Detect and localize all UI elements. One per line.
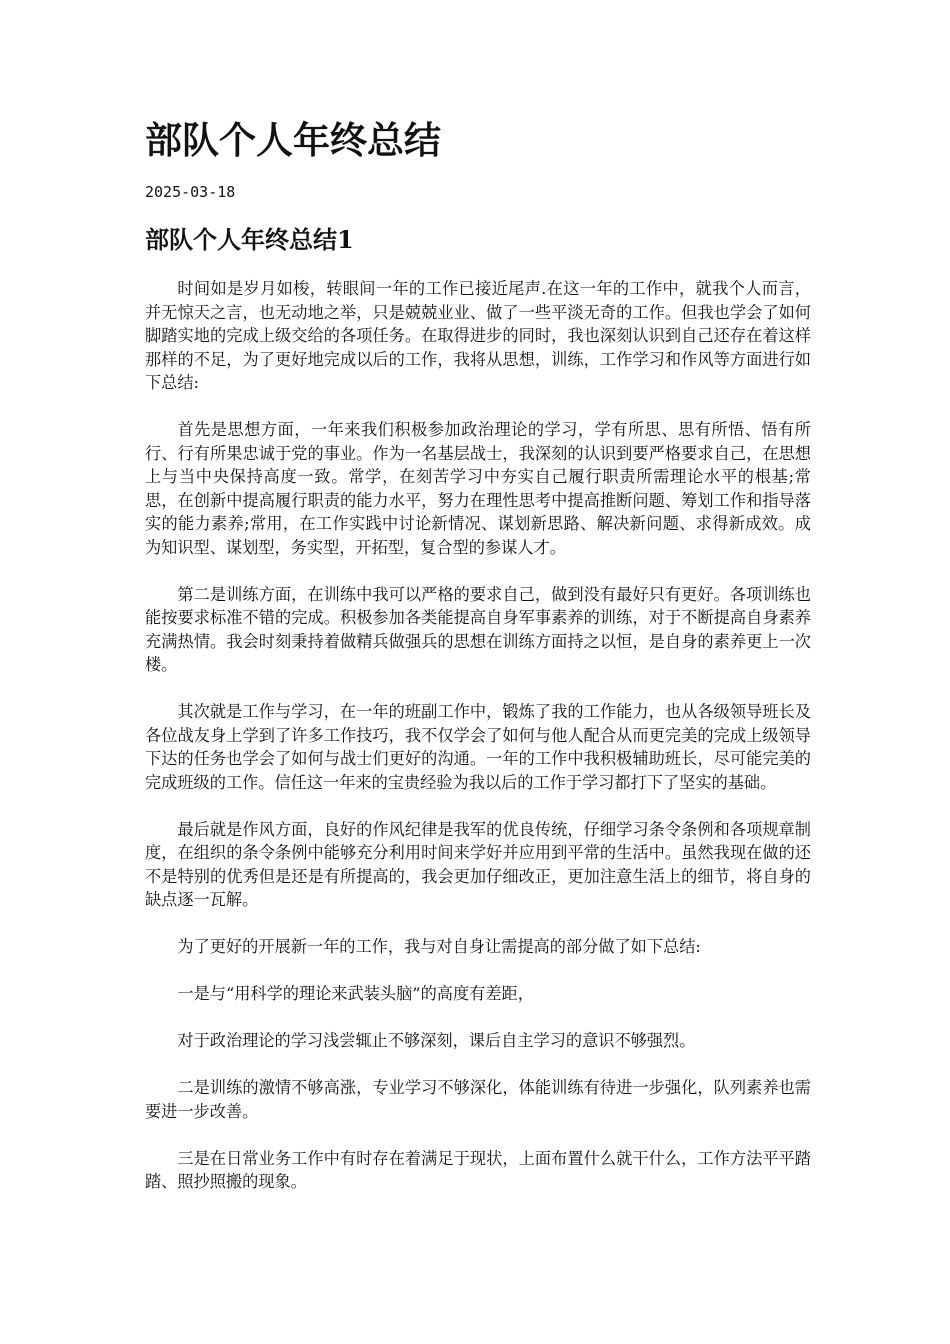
paragraph: 一是与“用科学的理论来武装头脑”的高度有差距， xyxy=(177,984,534,1003)
paragraph: 三是在日常业务工作中有时存在着满足于现状，上面布置什么就干什么，工作方法平平踏踏、照抄照搬的现象。 xyxy=(145,1148,811,1191)
paragraph: 为了更好的开展新一年的工作，我与对自身让需提高的部分做了如下总结: xyxy=(177,937,701,956)
document-date: 2025-03-18 xyxy=(145,183,236,201)
document-page xyxy=(145,112,811,1217)
paragraph: 最后就是作风方面，良好的作风纪律是我军的优良传统，仔细学习条令条例和各项规章制度，在组织的条令条例中能够充分利用时间来学好并应用到平常的生活中。虽然我现在做的还不是特别的优秀但是还是有所提高的，我会更加仔细改正，更加注意生活上的细节，将自身的缺点逐一瓦解。 xyxy=(145,819,811,909)
paragraph: 时间如是岁月如梭，转眼间一年的工作已接近尾声.在这一年的工作中，就我个人而言，并无惊天之言，也无动地之举，只是兢兢业业、做了一些平淡无奇的工作。但我也学会了如何脚踏实地的完成上级交给的各项任务。在取得进步的同时，我也深刻认识到自己还存在着这样那样的不足，为了更好地完成以后的工作，我将从思想，训练，工作学习和作风等方面进行如下总结: xyxy=(145,279,811,392)
paragraph: 首先是思想方面，一年来我们积极参加政治理论的学习，学有所思、思有所悟、悟有所行、行有所果忠诚于党的事业。作为一名基层战士，我深刻的认识到要严格要求自己，在思想上与当中央保持高度一致。常学，在刻苦学习中夯实自己履行职责所需理论水平的根基;常思，在创新中提高履行职责的能力水平，努力在理性思考中提高推断问题、筹划工作和指导落实的能力素养;常用，在工作实践中讨论新情况、谋划新思路、解决新问题、求得新成效。成为知识型、谋划型，务实型，开拓型，复合型的参谋人才。 xyxy=(145,420,811,557)
section-heading: 部队个人年终总结1 xyxy=(145,225,354,254)
paragraph: 二是训练的激情不够高涨，专业学习不够深化，体能训练有待进一步强化，队列素养也需要进一步改善。 xyxy=(145,1078,811,1121)
document-title: 部队个人年终总结 xyxy=(145,118,441,162)
document-body xyxy=(145,277,811,1194)
paragraph: 对于政治理论的学习浅尝辄止不够深刻，课后自主学习的意识不够强烈。 xyxy=(177,1031,696,1050)
paragraph: 其次就是工作与学习，在一年的班副工作中，锻炼了我的工作能力，也从各级领导班长及各位战友身上学到了许多工作技巧，我不仅学会了如何与他人配合从而更完美的完成上级领导下达的任务也学会了如何与战士们更好的沟通。一年的工作中我积极辅助班长，尽可能完美的完成班级的工作。信任这一年来的宝贵经验为我以后的工作于学习都打下了坚实的基础。 xyxy=(145,702,811,792)
paragraph: 第二是训练方面，在训练中我可以严格的要求自己，做到没有最好只有更好。各项训练也能按要求标准不错的完成。积极参加各类能提高自身军事素养的训练，对于不断提高自身素养充满热情。我会时刻秉持着做精兵做强兵的思想在训练方面持之以恒，是自身的素养更上一次楼。 xyxy=(145,584,811,674)
